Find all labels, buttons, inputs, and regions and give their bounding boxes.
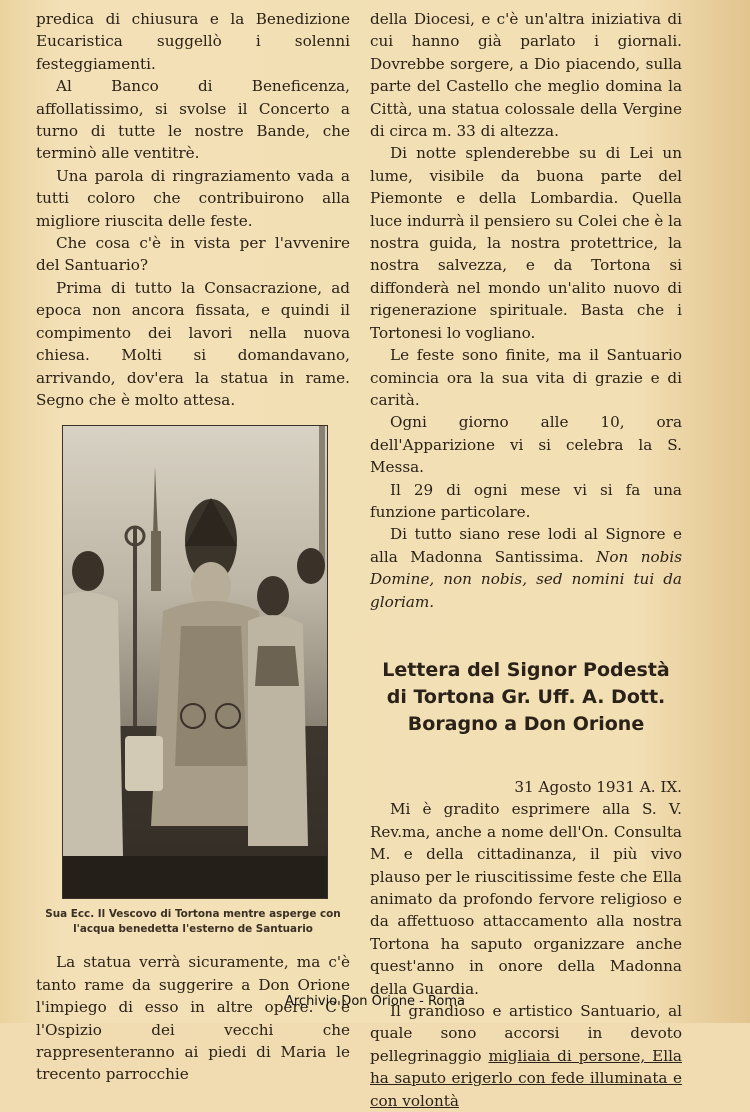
paragraph: Al Banco di Beneficenza, affollatissimo, si svolse il Concerto a turno di tutte le nostre Bande, che terminò alle ventitrè. <box>36 77 350 163</box>
paragraph: La statua verrà sicuramente, ma c'è tanto rame da suggerire a Don Orione l'impiego di esso in altre opere. C'è l'Ospizio dei vecchi che rappresenteranno ai piedi di Maria le trecento parrocchie <box>36 953 350 1084</box>
paragraph: predica di chiusura e la Benedizione Eucaristica suggellò i solenni festeggiamenti. <box>36 10 350 73</box>
right-column <box>370 8 682 1112</box>
paragraph: Una parola di ringraziamento vada a tutti coloro che contribuirono alla migliore riuscita delle feste. <box>36 166 350 230</box>
paragraph: Prima di tutto la Consacrazione, ad epoca non ancora fissata, e quindi il compimento dei lavori nella nuova chiesa. Molti si domandavano, arrivando, dov'era la statua in rame. Segno che è molto attesa. <box>36 278 350 409</box>
paragraph: Di notte splenderebbe su di Lei un lume, visibile da buona parte del Piemonte e della Lombardia. Quella luce indurrà il pensiero su Colei che è la nostra guida, la nostra protettrice, la nostra salvezza, e da Tortona si diffonderà nel mondo un'alito nuovo di rigenerazione spirituale. Basta che i Tortonesi lo vogliano. <box>370 144 682 342</box>
left-column <box>36 8 350 1086</box>
bishop-photo <box>62 425 328 899</box>
paragraph: Il 29 di ogni mese vi si fa una funzione particolare. <box>370 480 682 521</box>
letter-title: Lettera del Signor Podestà di Tortona Gr. Uff. A. Dott. Boragno a Don Orione <box>382 658 670 735</box>
closing-text: Di tutto siano rese lodi al Signore e alla Madonna Santissima. <box>370 525 682 566</box>
photo-illustration <box>63 426 327 898</box>
closing-paragraph <box>370 523 682 613</box>
letter-date: 31 Agosto 1931 A. IX. <box>514 777 682 796</box>
archive-footer: Archivio Don Orione - Roma <box>284 994 466 1009</box>
paragraph: della Diocesi, e c'è un'altra iniziativa di cui hanno già parlato i giornali. Dovrebbe sorgere, a Dio piacendo, sulla parte del Castello che meglio domina la Città, una statua colossale della Vergine di circa m. 33 di altezza. <box>370 10 682 141</box>
paragraph: Le feste sono finite, ma il Santuario comincia ora la sua vita di grazie e di carità. <box>370 346 682 409</box>
paragraph: Ogni giorno alle 10, ora dell'Apparizione vi si celebra la S. Messa. <box>370 413 682 477</box>
letter-text: Il grandioso e artistico Santuario, al quale sono accorsi in devoto pellegrinaggio <box>370 1002 682 1065</box>
latin-quote: Non nobis Domine, non nobis, sed nomini tui da gloriam. <box>370 547 683 611</box>
photo-caption: Sua Ecc. Il Vescovo di Tortona mentre asperge con l'acqua benedetta l'esterno de Santuario <box>45 908 341 936</box>
underlined-text: migliaia di persone, Ella ha saputo erigerlo con fede illuminata e con volontà <box>370 1046 682 1110</box>
paragraph: Che cosa c'è in vista per l'avvenire del Santuario? <box>36 234 350 275</box>
letter-paragraph <box>370 1000 682 1112</box>
letter-paragraph: Mi è gradito esprimere alla S. V. Rev.ma, anche a nome dell'On. Consulta M. e della cittadinanza, il più vivo plauso per le riuscitissime feste che Ella animato da profondo fervore religioso e da affettuoso attaccamento alla nostra Tortona ha saputo organizzare anche quest'anno in onore della Madonna della Guardia. <box>370 800 682 998</box>
